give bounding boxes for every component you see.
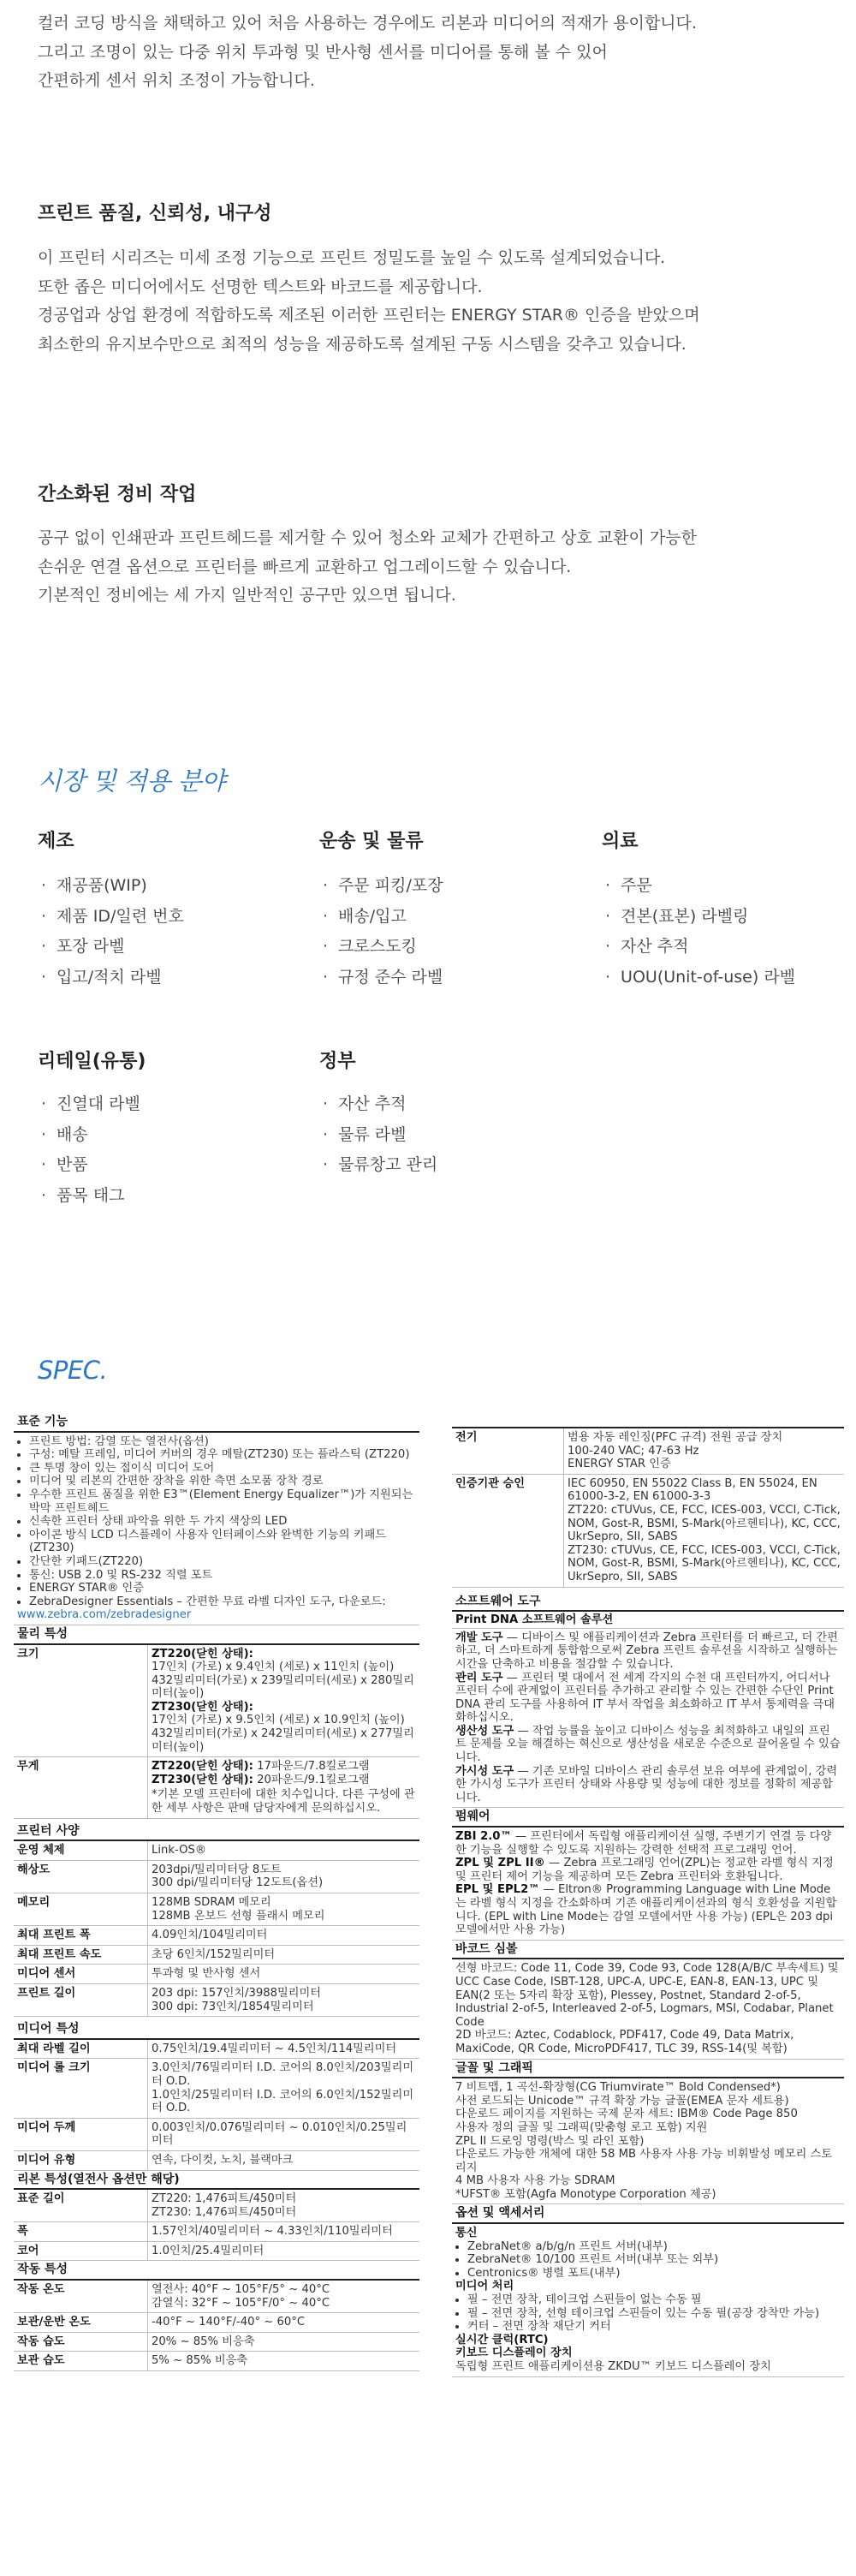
table-row: [14, 2151, 419, 2171]
list-item: • 간단한 키패드(ZT220): [29, 1555, 416, 1569]
comm-list: [455, 2240, 841, 2281]
dna-item-text: — 작업 능률을 높이고 디바이스 성능을 최적화하고 내일의 프린트 문제를 오늘 해결하는 혁신으로 생산성을 새로운 수준으로 끌어올릴 수 있습니다.: [455, 1724, 841, 1765]
size-zt230-value: 17인치 (가로) x 9.5인치 (세로) x 10.9인치 (높이) 432밀리미터(가로) x 242밀리미터(세로) x 277밀리미터(높이): [152, 1714, 414, 1754]
ribbon-spec-table: [14, 2190, 419, 2261]
table-row: [14, 1946, 419, 1965]
row-value: 범용 자동 레인징(PFC 규격) 전원 공급 장치 100-240 VAC; 47-63 Hz ENERGY STAR 인증: [563, 1428, 844, 1474]
markets-heading: 시장 및 적용 분야: [38, 766, 225, 796]
list-item: · 자산 추적: [323, 1089, 437, 1120]
category-retail-title: 리테일(유통): [38, 1051, 146, 1072]
row-label: 프린트 길이: [17, 1986, 76, 2000]
row-value: 열전사: 40°F ~ 105°F/5° ~ 40°C 감열식: 32°F ~ 105°F/0° ~ 40°C: [147, 2281, 419, 2312]
intro-line: 그리고 조명이 있는 다중 위치 투과형 및 반사형 센서를 미디어를 통해 볼 수 있어: [38, 42, 608, 62]
weight-zt220-value: 17파운드/7.8킬로그램: [257, 1760, 370, 1774]
intro-line: 간편하게 센서 위치 조정이 가능합니다.: [38, 71, 315, 90]
row-label: 인증기관 승인: [455, 1476, 526, 1490]
list-item: • 필 – 전면 장착, 선형 테이크업 스핀들이 있는 수동 필(공장 장착만 가능): [467, 2307, 841, 2321]
handling-heading: 미디어 처리: [455, 2280, 514, 2293]
maintenance-heading: 간소화된 정비 작업: [38, 484, 197, 505]
row-value: 20% ~ 85% 비응축: [147, 2333, 419, 2352]
print-quality-line: 이 프린터 시리즈는 미세 조정 기능으로 프린트 정밀도를 높일 수 있도록 설계되었습니다.: [38, 248, 666, 267]
row-label: 최대 라벨 길이: [17, 2042, 91, 2055]
table-row: [14, 1645, 419, 1758]
row-value: 1.57인치/40밀리미터 ~ 4.33인치/110밀리미터: [147, 2222, 419, 2241]
row-label: 메모리: [17, 1896, 51, 1909]
table-row: [14, 2281, 419, 2313]
table-row: [14, 2059, 419, 2118]
list-item: • 아이콘 방식 LCD 디스플레이 사용자 인터페이스와 완벽한 기능의 키패드(ZT230): [29, 1529, 416, 1555]
dna-item: [455, 1765, 841, 1805]
row-value: 5% ~ 85% 비응축: [147, 2352, 419, 2370]
row-value: [147, 1757, 419, 1817]
row-value: 128MB SDRAM 메모리 128MB 온보드 선형 플래시 메모리: [147, 1893, 419, 1925]
table-row: [14, 1861, 419, 1893]
table-row: [14, 1757, 419, 1818]
firmware-item: [455, 1857, 841, 1883]
maintenance-line: 기본적인 정비에는 세 가지 일반적인 공구만 있으면 됩니다.: [38, 586, 456, 605]
category-healthcare-list: [605, 871, 795, 993]
row-label: 무게: [17, 1760, 39, 1774]
list-item: · 물류 라벨: [323, 1120, 437, 1151]
category-logistics-title: 운송 및 물류: [319, 831, 424, 852]
size-zt220-label: ZT220(닫힌 상태):: [152, 1647, 253, 1661]
category-healthcare-title: 의료: [602, 831, 639, 852]
intro-paragraph: [38, 9, 808, 96]
firmware-item: [455, 1830, 841, 1857]
size-zt230-label: ZT230(닫힌 상태):: [152, 1700, 253, 1714]
table-row: [14, 2242, 419, 2262]
firmware-heading: 펌웨어: [452, 1808, 844, 1828]
printer-spec-heading: 프린터 사양: [14, 1822, 419, 1842]
category-manufacturing-title: 제조: [38, 831, 74, 852]
list-item: · 입고/적치 라벨: [41, 963, 184, 993]
row-label: 미디어 센서: [17, 1967, 76, 1981]
size-zt220-value: 17인치 (가로) x 9.4인치 (세로) x 11인치 (높이) 432밀리미터(가로) x 239밀리미터(세로) x 280밀리미터(높이): [152, 1661, 414, 1701]
category-government-list: [323, 1089, 437, 1181]
list-item: · 배송: [41, 1120, 140, 1151]
maintenance-line: 손쉬운 연결 옵션으로 프린터를 빠르게 교환하고 업그레이드할 수 있습니다.: [38, 557, 572, 576]
row-value: 연속, 다이컷, 노치, 블랙마크: [147, 2151, 419, 2170]
row-label: 크기: [17, 1647, 39, 1661]
firmware-item-title: ZPL 및 ZPL II®: [455, 1857, 545, 1870]
dna-item: [455, 1631, 841, 1672]
std-features-heading: 표준 기능: [14, 1413, 419, 1433]
list-item: • 미디어 및 리본의 간편한 장착을 위한 측면 소모품 장착 경로: [29, 1475, 416, 1488]
row-label: 작동 온도: [17, 2283, 65, 2297]
table-row: [14, 2222, 419, 2242]
row-value: 203 dpi: 157인치/3988밀리미터 300 dpi: 73인치/1854밀리미터: [147, 1984, 419, 2016]
print-quality-line: 최소한의 유지보수만으로 최적의 성능을 제공하도록 설계된 구동 시스템을 갖추고 있습니다.: [38, 334, 687, 354]
list-item: • 통신: USB 2.0 및 RS-232 직렬 포트: [29, 1569, 416, 1583]
list-item: • ENERGY STAR® 인증: [29, 1582, 416, 1595]
phys-heading: 물리 특성: [14, 1625, 419, 1645]
list-item: • 신속한 프린터 상태 파악을 위한 두 가지 색상의 LED: [29, 1515, 416, 1529]
list-item: • 필 – 전면 장착, 테이크업 스핀들이 없는 수동 필: [467, 2293, 841, 2307]
weight-zt220-label: ZT220(닫힌 상태):: [152, 1760, 253, 1774]
dna-item-title: 가시성 도구: [455, 1764, 514, 1778]
env-spec-table: [14, 2281, 419, 2371]
dna-item-title: 관리 도구: [455, 1671, 503, 1685]
row-value: ZT220: 1,476피트/450미터 ZT230: 1,476피트/450미터: [147, 2190, 419, 2221]
table-row: [14, 1984, 419, 2017]
weight-note: *기본 모델 프린터에 대한 치수입니다. 다른 구성에 관한 세부 사항은 판매 담당자에게 문의하십시오.: [152, 1788, 415, 1816]
table-row: [14, 2313, 419, 2333]
dna-item: [455, 1725, 841, 1765]
spec-left-column: [14, 1413, 419, 2371]
dna-item-text: — 프린터 몇 대에서 전 세계 각지의 수천 대 프린터까지, 어디서나 프린터 수에 관계없이 프린터를 추가하고 관리할 수 있는 간편한 수단인 Print DNA 관리 도구를 사용하여 IT 부서 작업을 최소화하고 IT 부서 통제력을 극대화하십시오.: [455, 1671, 835, 1725]
spec-right-column: [452, 1427, 844, 2377]
list-item: · 견본(표본) 라벨링: [605, 902, 795, 933]
row-label: 운영 체제: [17, 1844, 65, 1857]
env-spec-heading: 작동 특성: [14, 2261, 419, 2281]
table-row: [14, 2119, 419, 2151]
dna-item: [455, 1672, 841, 1725]
print-dna-heading: Print DNA 소프트웨어 솔루션: [452, 1612, 844, 1629]
row-value: 0.75인치/19.4밀리미터 ~ 4.5인치/114밀리미터: [147, 2040, 419, 2059]
print-quality-line: 또한 좁은 미디어에서도 선명한 텍스트와 바코드를 제공합니다.: [38, 277, 483, 296]
category-retail-list: [41, 1089, 140, 1211]
font-heading: 글꼴 및 그래픽: [452, 2060, 844, 2079]
row-label: 폭: [17, 2225, 28, 2239]
barcode-text: 선형 바코드: Code 11, Code 39, Code 93, Code 128(A/B/C 부속세트) 및 UCC Case Code, ISBT-128, UPC-A, UPC-E, EAN-8, EAN-13, UPC 및 EAN(2 또는 5자리 확장 포함), Plessey, Postnet, Standard 2-of-5, Industrial 2-of-5, Interleaved 2-of-5, Logmars, MSI, Codabar, Planet Code 2D 바코드: Aztec, Codablock, PDF417, Code 49, Data Matrix, MaxiCode, QR Code, MicroPDF417, TLC 39, RSS-14(및 복합): [452, 1959, 844, 2059]
row-label: 작동 습도: [17, 2334, 65, 2348]
table-row: [14, 2352, 419, 2371]
ribbon-spec-heading: 리본 특성(열전사 옵션만 해당): [14, 2171, 419, 2191]
list-item: · 물류창고 관리: [323, 1150, 437, 1181]
list-item: · 주문 피킹/포장: [323, 871, 443, 902]
table-row: [14, 1893, 419, 1926]
category-manufacturing-list: [41, 871, 184, 993]
media-spec-table: [14, 2040, 419, 2171]
print-quality-line: 경공업과 상업 환경에 적합하도록 제조된 이러한 프린터는 ENERGY STAR® 인증을 받았으며: [38, 306, 700, 325]
list-item: • 커터 – 전면 장착 재단기 커터: [467, 2320, 841, 2334]
zebradesigner-link[interactable]: www.zebra.com/zebradesigner: [17, 1608, 192, 1622]
maintenance-paragraph: [38, 524, 808, 611]
firmware-box: [452, 1828, 844, 1941]
comm-heading: 통신: [455, 2227, 478, 2240]
row-label: 해상도: [17, 1863, 51, 1876]
row-label: 최대 프린트 폭: [17, 1929, 91, 1942]
list-item: · 배송/입고: [323, 902, 443, 933]
list-item: · 품목 태그: [41, 1181, 140, 1212]
dna-item-title: 개발 도구: [455, 1631, 503, 1644]
weight-zt230: [152, 1774, 416, 1787]
options-heading: 옵션 및 액세서리: [452, 2204, 844, 2224]
weight-zt230-label: ZT230(닫힌 상태):: [152, 1773, 253, 1786]
row-value: -40°F ~ 140°F/-40° ~ 60°C: [147, 2313, 419, 2332]
row-label: 보관/운반 온도: [17, 2316, 91, 2329]
table-row: [14, 2190, 419, 2222]
list-item: • ZebraNet® 10/100 프린트 서버(내부 또는 외부): [467, 2253, 841, 2267]
list-item: · 자산 추적: [605, 932, 795, 963]
weight-zt230-value: 20파운드/9.1킬로그램: [257, 1773, 370, 1786]
keypad-heading: 키보드 디스플레이 장치: [455, 2346, 573, 2360]
list-item: · 규정 준수 라벨: [323, 963, 443, 993]
category-government-title: 정부: [319, 1051, 356, 1072]
weight-zt220: [152, 1760, 416, 1774]
table-row: [14, 1926, 419, 1946]
row-label: 코어: [17, 2244, 39, 2257]
firmware-item-text: — Eltron® Programming Language with Line Mode는 라벨 형식 지정을 간소화하며 기존 애플리케이션과의 형식 호환성을 지원합니다. (EPL with Line Mode는 감열 모델에서만 사용 가능) (EPL은 203 dpi 모델에서만 사용 가능): [455, 1883, 837, 1937]
firmware-item: [455, 1883, 841, 1936]
row-label: 최대 프린트 속도: [17, 1947, 102, 1961]
list-item: • 큰 투명 창이 있는 접이식 미디어 도어: [29, 1462, 416, 1476]
list-item: · 크로스도킹: [323, 932, 443, 963]
dna-item-title: 생산성 도구: [455, 1724, 514, 1738]
row-value: 3.0인치/76밀리미터 I.D. 코어의 8.0인치/203밀리미터 O.D. 1.0인치/25밀리미터 I.D. 코어의 6.0인치/152밀리미터 O.D.: [147, 2059, 419, 2117]
list-item: • ZebraDesigner Essentials – 간편한 무료 라벨 디자인 도구, 다운로드:: [29, 1595, 416, 1609]
row-label: 미디어 롤 크기: [17, 2061, 91, 2075]
list-item: · 포장 라벨: [41, 932, 184, 963]
table-row: [452, 1427, 844, 1475]
firmware-item-text: — Zebra 프로그래밍 언어(ZPL)는 정교한 라벨 형식 지정 및 프린터 제어 기능을 제공하며 모든 Zebra 프린터와 호환됩니다.: [455, 1857, 834, 1883]
table-row: [452, 1475, 844, 1588]
handling-list: [455, 2293, 841, 2334]
list-item: • 구성: 메탈 프레임, 미디어 커버의 경우 메탈(ZT230) 또는 플라스틱 (ZT220): [29, 1448, 416, 1462]
rtc-heading: 실시간 클럭(RTC): [455, 2333, 549, 2346]
table-row: [14, 1841, 419, 1861]
list-item: · UOU(Unit-of-use) 라벨: [605, 963, 795, 993]
list-item: · 진열대 라벨: [41, 1089, 140, 1120]
list-item: • 우수한 프린트 품질을 위한 E3™(Element Energy Equalizer™)가 지원되는 박막 프린트헤드: [29, 1488, 416, 1515]
intro-line: 컬러 코딩 방식을 채택하고 있어 처음 사용하는 경우에도 리본과 미디어의 적재가 용이합니다.: [38, 14, 697, 33]
list-item: · 재공품(WIP): [41, 871, 184, 902]
row-value: 투과형 및 반사형 센서: [147, 1965, 419, 1983]
table-row: [14, 2333, 419, 2352]
maintenance-line: 공구 없이 인쇄판과 프린트헤드를 제거할 수 있어 청소와 교체가 간편하고 상호 교환이 가능한: [38, 528, 697, 547]
row-label: 전기: [455, 1431, 478, 1444]
print-dna-box: [452, 1629, 844, 1809]
spec-heading: SPEC.: [38, 1356, 108, 1385]
row-label: 미디어 유형: [17, 2153, 76, 2167]
row-value: IEC 60950, EN 55022 Class B, EN 55024, EN 61000-3-2, EN 61000-3-3 ZT220: cTUVus, CE, FCC, ICES-003, VCCI, C-Tick, NOM, Gost-R, BSMI, S-Mark(아르헨티나), KC, CCC, UkrSepro, SII, SABS ZT230: cTUVus, CE, FCC, ICES-003, VCCI, C-Tick, NOM, Gost-R, BSMI, S-Mark(아르헨티나), KC, CCC, UkrSepro, SII, SABS: [563, 1475, 844, 1587]
std-features-list-box: [14, 1433, 419, 1625]
font-text: 7 비트맵, 1 곡선-확장형(CG Triumvirate™ Bold Condensed*) 사전 로드되는 Unicode™ 규격 확장 가능 글꼴(EMEA 문자 세트용) 다운로드 페이지를 지원하는 국제 문자 세트: IBM® Code Page 850 사용자 정의 글꼴 및 그래픽(맞춤형 로고 포함) 지원 ZPL II 드로잉 명령(박스 및 라인 포함) 다운로드 가능한 개체에 대한 58 MB 사용자 사용 가능 비휘발성 메모리 스토리지 4 MB 사용자 사용 가능 SDRAM *UFST® 포함(Agfa Monotype Corporation 제공): [452, 2078, 844, 2204]
list-item: · 반품: [41, 1150, 140, 1181]
print-quality-paragraph: [38, 244, 808, 359]
barcode-heading: 바코드 심볼: [452, 1941, 844, 1960]
firmware-item-title: EPL 및 EPL2™: [455, 1883, 540, 1897]
row-value: 203dpi/밀리미터당 8도트 300 dpi/밀리미터당 12도트(옵션): [147, 1861, 419, 1893]
row-label: 보관 습도: [17, 2354, 65, 2368]
row-value: [147, 1645, 419, 1757]
printer-spec-table: [14, 1841, 419, 2017]
dna-item-text: — 기존 모바일 디바이스 관리 솔루션 보유 여부에 관계없이, 강력한 가시성 도구가 프린터 상태와 사용량 및 성능에 대한 정보를 정확히 제공합니다.: [455, 1764, 838, 1804]
row-value: 0.003인치/0.076밀리미터 ~ 0.010인치/0.25밀리미터: [147, 2119, 419, 2150]
row-value: 4.09인치/104밀리미터: [147, 1926, 419, 1945]
table-row: [14, 2040, 419, 2060]
row-value: 1.0인치/25.4밀리미터: [147, 2242, 419, 2261]
software-heading: 소프트웨어 도구: [452, 1593, 844, 1613]
dna-item-text: — 디바이스 및 애플리케이션과 Zebra 프린터를 더 빠르고, 더 간편하고, 더 스마트하게 통합함으로써 Zebra 프린트 솔루션을 시작하고 실행하는 시간을 단축하고 비용을 절감할 수 있습니다.: [455, 1631, 838, 1671]
row-label: 미디어 두께: [17, 2120, 76, 2134]
print-quality-heading: 프린트 품질, 신뢰성, 내구성: [38, 203, 272, 224]
list-item: • ZebraNet® a/b/g/n 프린트 서버(내부): [467, 2240, 841, 2254]
list-item: • 프린트 방법: 감열 또는 열전사(옵션): [29, 1435, 416, 1449]
category-logistics-list: [323, 871, 443, 993]
row-value: Link-OS®: [147, 1841, 419, 1860]
media-spec-heading: 미디어 특성: [14, 2020, 419, 2040]
list-item: • Centronics® 병렬 포트(내부): [467, 2267, 841, 2281]
firmware-item-text: — 프린터에서 독립형 애플리케이션 실행, 주변기기 연결 등 다양한 기능을 실행할 수 있도록 지원하는 강력한 선택적 프로그래밍 언어.: [455, 1830, 832, 1857]
std-features-list: [17, 1435, 416, 1609]
row-label: 표준 길이: [17, 2192, 65, 2206]
keypad-text: 독립형 프린트 애플리케이션용 ZKDU™ 키보드 디스플레이 장치: [455, 2360, 771, 2373]
firmware-item-title: ZBI 2.0™: [455, 1830, 512, 1844]
list-item: · 제품 ID/일련 번호: [41, 902, 184, 933]
list-item: · 주문: [605, 871, 795, 902]
row-value: 초당 6인치/152밀리미터: [147, 1946, 419, 1965]
options-box: [452, 2224, 844, 2377]
table-row: [14, 1965, 419, 1984]
